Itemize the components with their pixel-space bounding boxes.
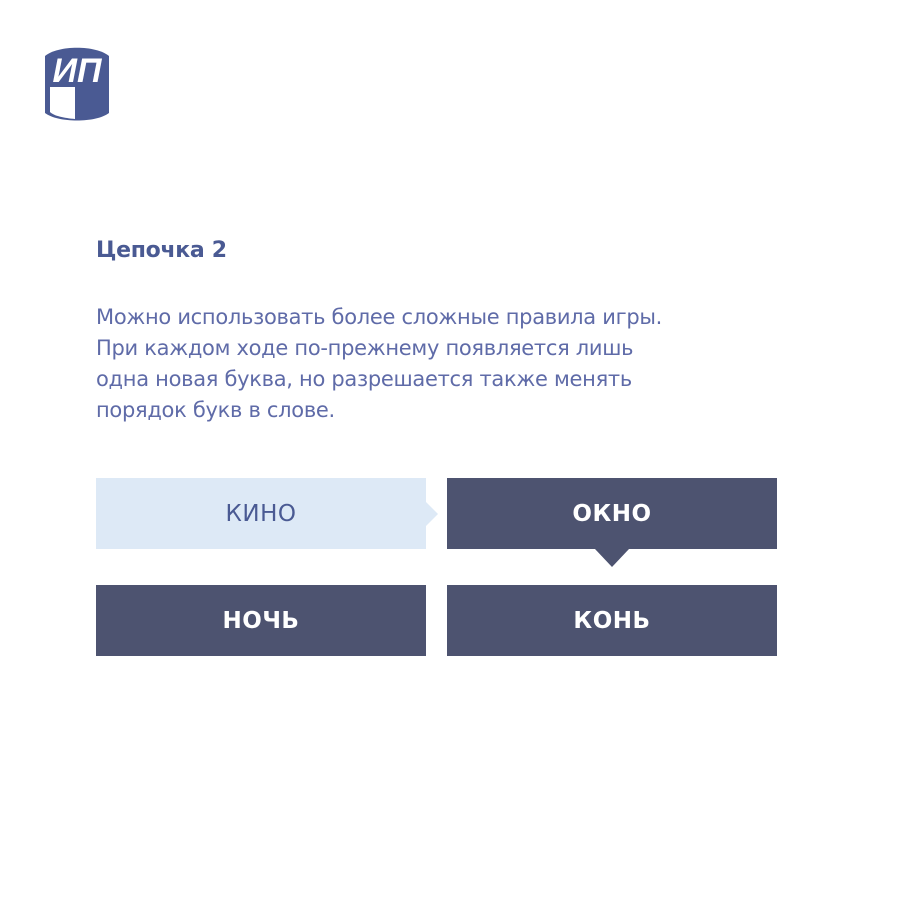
arrow-down-icon — [595, 549, 629, 567]
logo-lettering: ИП — [52, 52, 102, 90]
publisher-shield-logo-icon — [44, 43, 110, 125]
word-box-kon: КОНЬ — [447, 585, 777, 656]
description-line: При каждом ходе по-прежнему появляется лишь — [96, 336, 634, 360]
arrow-left-icon — [412, 609, 426, 633]
description-line: одна новая буква, но разрешается также менять — [96, 367, 632, 391]
description-line: Можно использовать более сложные правила игры. — [96, 305, 663, 329]
word-box-okno: ОКНО — [447, 478, 777, 549]
word-box-noch: НОЧЬ — [96, 585, 426, 656]
section-title: Цепочка 2 — [96, 238, 227, 263]
arrow-right-icon — [426, 502, 438, 526]
description-paragraph — [96, 302, 776, 426]
word-box-kino: КИНО — [96, 478, 426, 549]
description-line: порядок букв в слове. — [96, 398, 335, 422]
